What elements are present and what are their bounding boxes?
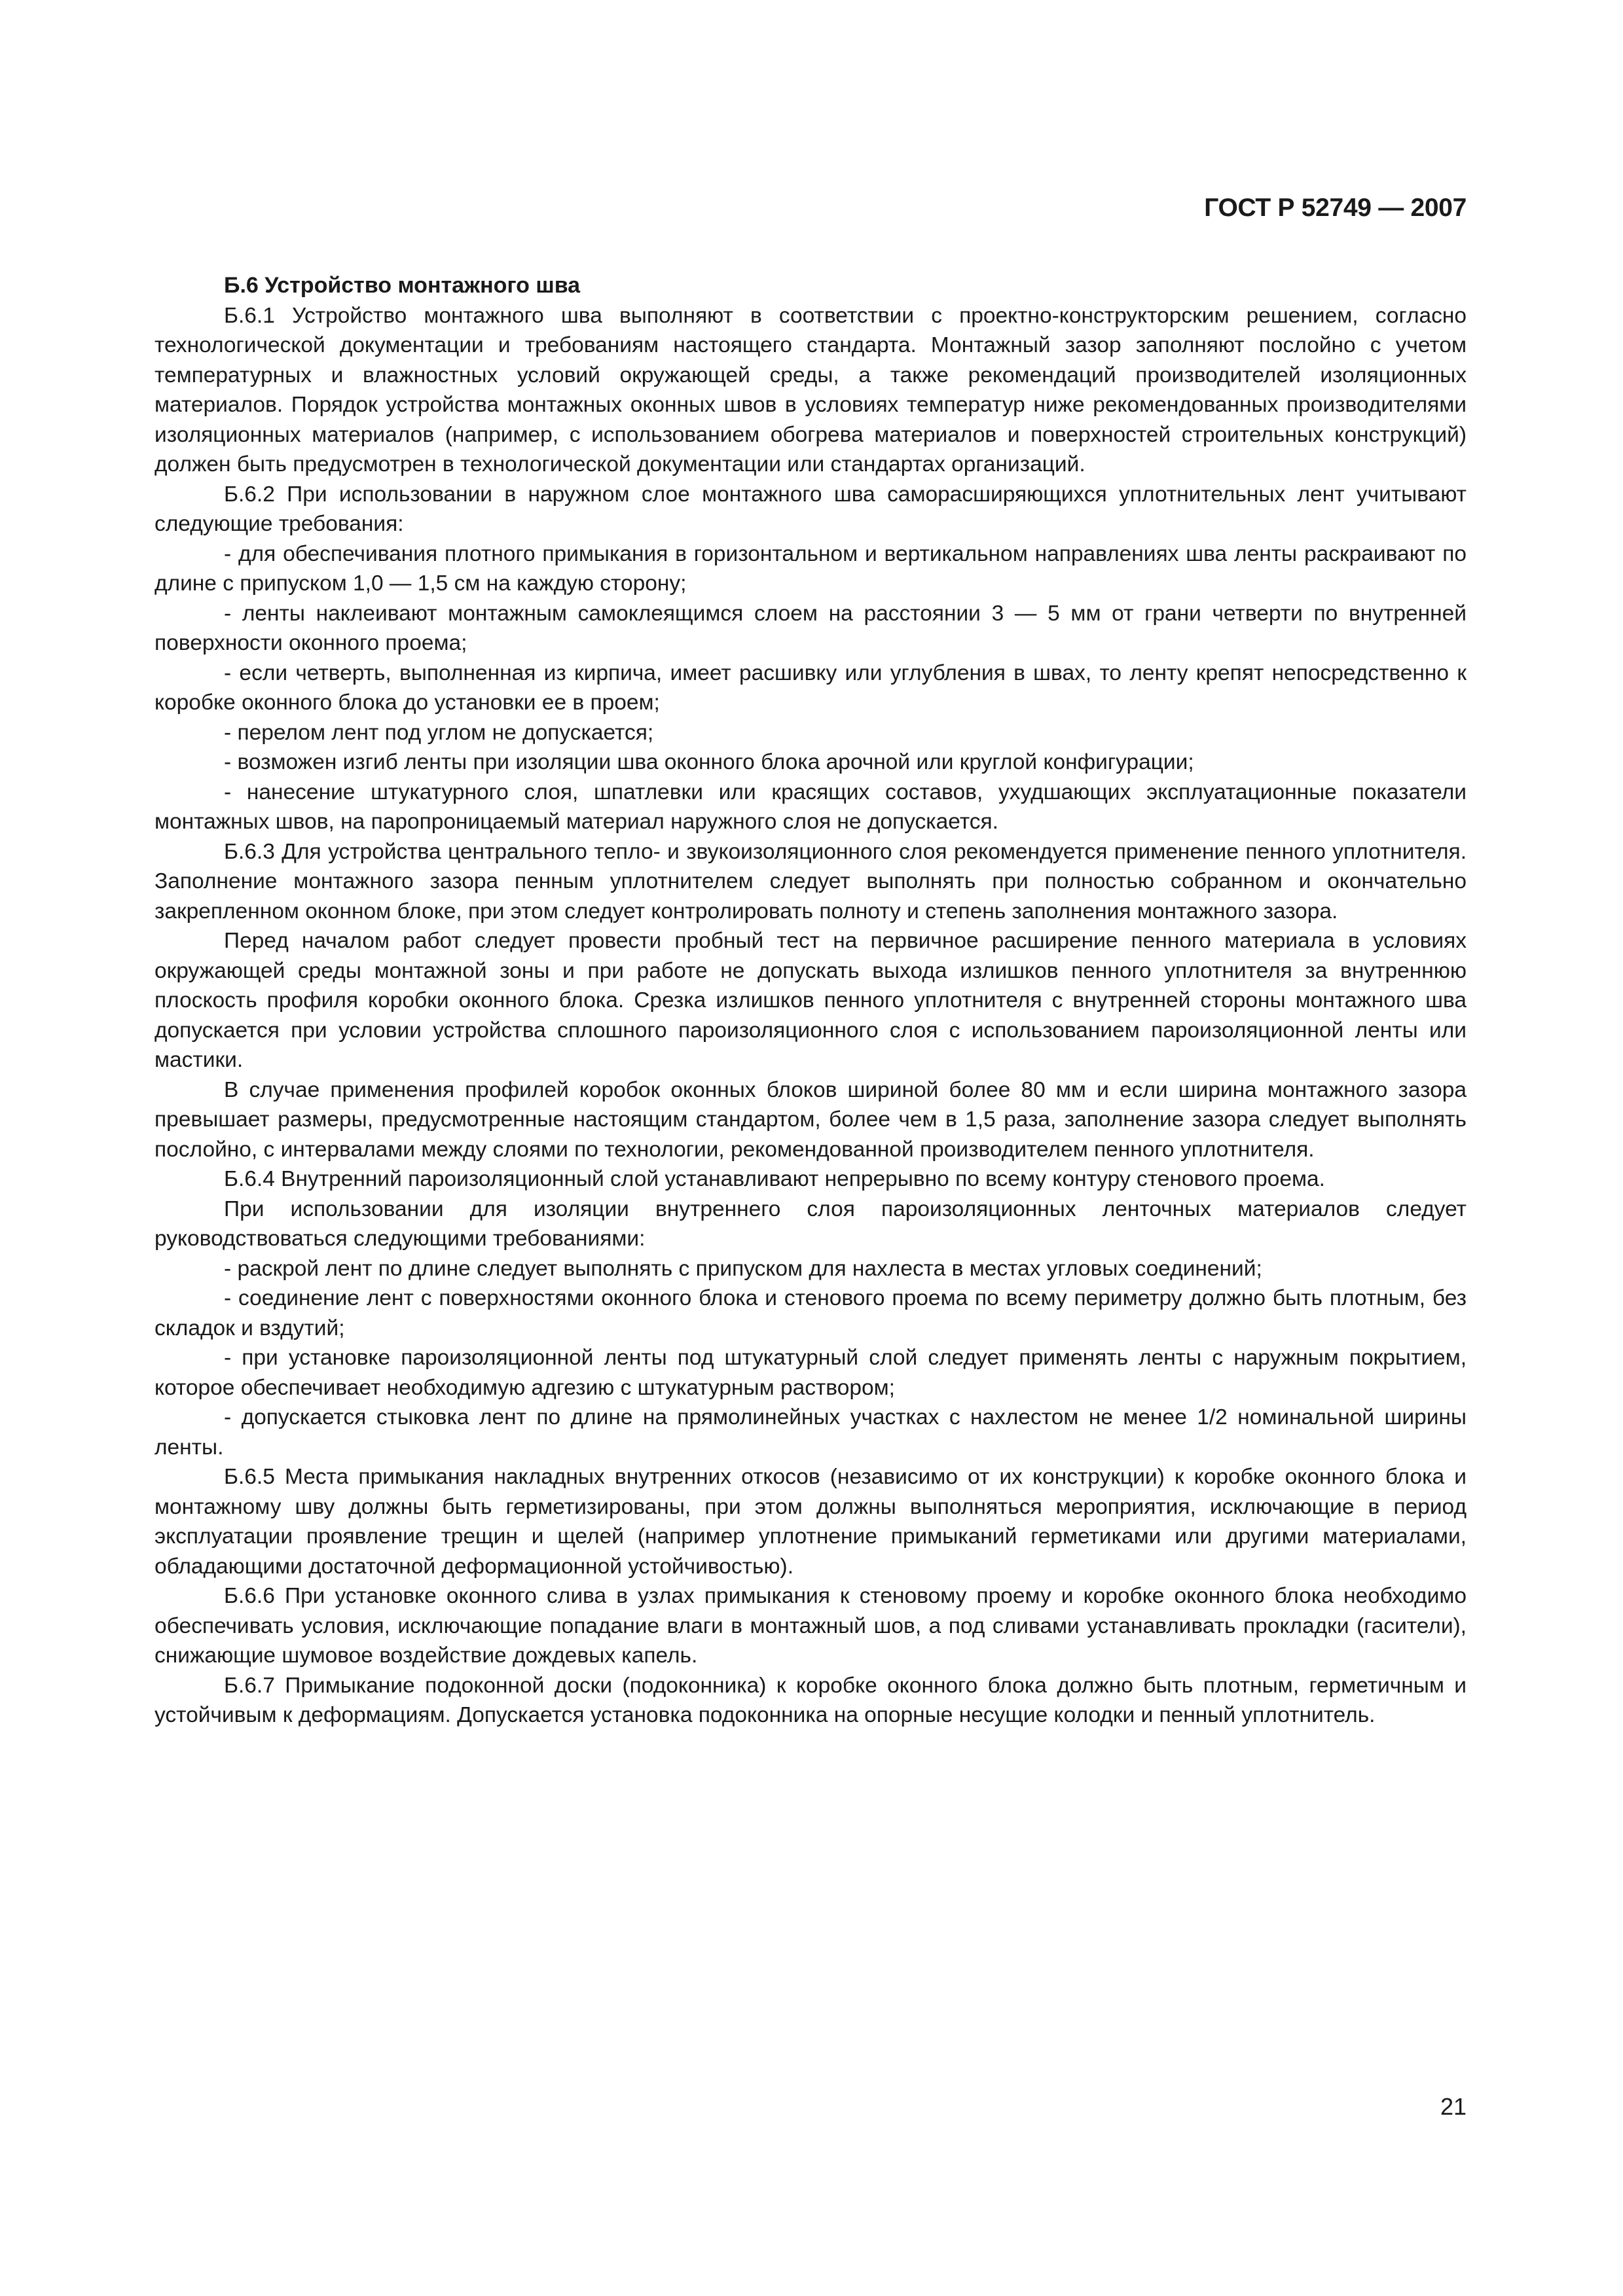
list-item: - нанесение штукатурного слоя, шпатлевки или красящих составов, ухудшающих эксплуатационные показатели монтажных швов, на паропроницаемый материал наружного слоя не допускается.	[155, 780, 1467, 834]
document-code: ГОСТ Р 52749 — 2007	[1204, 194, 1467, 222]
list-item: - ленты наклеивают монтажным самоклеящимся слоем на расстоянии 3 — 5 мм от грани четверти по внутренней поверхности оконного проема;	[155, 601, 1467, 655]
page-number: 21	[1440, 2093, 1467, 2120]
list-item: - перелом лент под углом не допускается;	[224, 720, 654, 745]
paragraph-b-6-1: Б.6.1 Устройство монтажного шва выполняют в соответствии с проектно-конструкторским решением, согласно технологической документации и требованиям настоящего стандарта. Монтажный зазор заполняют послойно с учетом температурных и влажностных условий окружающей среды, а также рекомендаций производителей изоляционных материалов. Порядок устройства монтажных оконных швов в условиях температур ниже рекомендованных производителями изоляционных материалов (например, с использованием обогрева материалов и поверхностей строительных конструкций) должен быть предусмотрен в технологической документации или стандартах организаций.	[155, 303, 1467, 476]
paragraph-b-6-3: Б.6.3 Для устройства центрального тепло- и звукоизоляционного слоя рекомендуется применение пенного уплотнителя. Заполнение монтажного зазора пенным уплотнителем следует выполнять при полностью собранном и окончательно закрепленном оконном блоке, при этом следует контролировать полноту и степень заполнения монтажного зазора.	[155, 839, 1467, 924]
paragraph: Перед началом работ следует провести пробный тест на первичное расширение пенного материала в условиях окружающей среды монтажной зоны и при работе не допускать выхода излишков пенного уплотнителя за внутреннюю плоскость профиля коробки оконного блока. Срезка излишков пенного уплотнителя с внутренней стороны монтажного шва допускается при условии устройства сплошного пароизоляционного слоя с использованием пароизоляционной ленты или мастики.	[155, 929, 1467, 1072]
list-item: - если четверть, выполненная из кирпича, имеет расшивку или углубления в швах, то ленту крепят непосредственно к коробке оконного блока до установки ее в проем;	[155, 660, 1467, 715]
paragraph-b-6-7: Б.6.7 Примыкание подоконной доски (подоконника) к коробке оконного блока должно быть плотным, герметичным и устойчивым к деформациям. Допускается установка подоконника на опорные несущие колодки и пенный уплотнитель.	[155, 1673, 1467, 1727]
paragraph-b-6-2: Б.6.2 При использовании в наружном слое монтажного шва саморасширяющихся уплотнительных лент учитывают следующие требования:	[155, 482, 1467, 536]
list-item: - раскрой лент по длине следует выполнять с припуском для нахлеста в местах угловых соединений;	[224, 1256, 1262, 1281]
list-item: - допускается стыковка лент по длине на прямолинейных участках с нахлестом не менее 1/2 номинальной ширины ленты.	[155, 1405, 1467, 1460]
paragraph-b-6-6: Б.6.6 При установке оконного слива в узлах примыкания к стеновому проему и коробке оконного блока необходимо обеспечивать условия, исключающие попадание влаги в монтажный шов, а под сливами устанавливать прокладки (гасители), снижающие шумовое воздействие дождевых капель.	[155, 1584, 1467, 1668]
list-item: - возможен изгиб ленты при изоляции шва оконного блока арочной или круглой конфигурации;	[224, 750, 1194, 774]
paragraph-b-6-5: Б.6.5 Места примыкания накладных внутренних откосов (независимо от их конструкции) к коробке оконного блока и монтажному шву должны быть герметизированы, при этом должны выполняться мероприятия, исключающие в период эксплуатации проявление трещин и щелей (например уплотнение примыканий герметиками или другими материалами, обладающими достаточной деформационной устойчивостью).	[155, 1465, 1467, 1579]
list-item: - соединение лент с поверхностями оконного блока и стенового проема по всему периметру должно быть плотным, без складок и вздутий;	[155, 1286, 1467, 1340]
list-item: - при установке пароизоляционной ленты под штукатурный слой следует применять ленты с наружным покрытием, которое обеспечивает необходимую адгезию с штукатурным раствором;	[155, 1346, 1467, 1400]
list-item: - для обеспечивания плотного примыкания в горизонтальном и вертикальном направлениях шва ленты раскраивают по длине с припуском 1,0 — 1,5 см на каждую сторону;	[155, 541, 1467, 596]
paragraph-b-6-4: Б.6.4 Внутренний пароизоляционный слой устанавливают непрерывно по всему контуру стенового проема.	[224, 1167, 1325, 1191]
section-heading: Б.6 Устройство монтажного шва	[224, 273, 581, 298]
page-body	[155, 271, 1467, 1731]
paragraph: В случае применения профилей коробок оконных блоков шириной более 80 мм и если ширина монтажного зазора превышает размеры, предусмотренные настоящим стандартом, более чем в 1,5 раза, заполнение зазора следует выполнять послойно, с интервалами между слоями по технологии, рекомендованной производителем пенного уплотнителя.	[155, 1077, 1467, 1162]
paragraph: При использовании для изоляции внутреннего слоя пароизоляционных ленточных материалов следует руководствоваться следующими требованиями:	[155, 1196, 1467, 1251]
